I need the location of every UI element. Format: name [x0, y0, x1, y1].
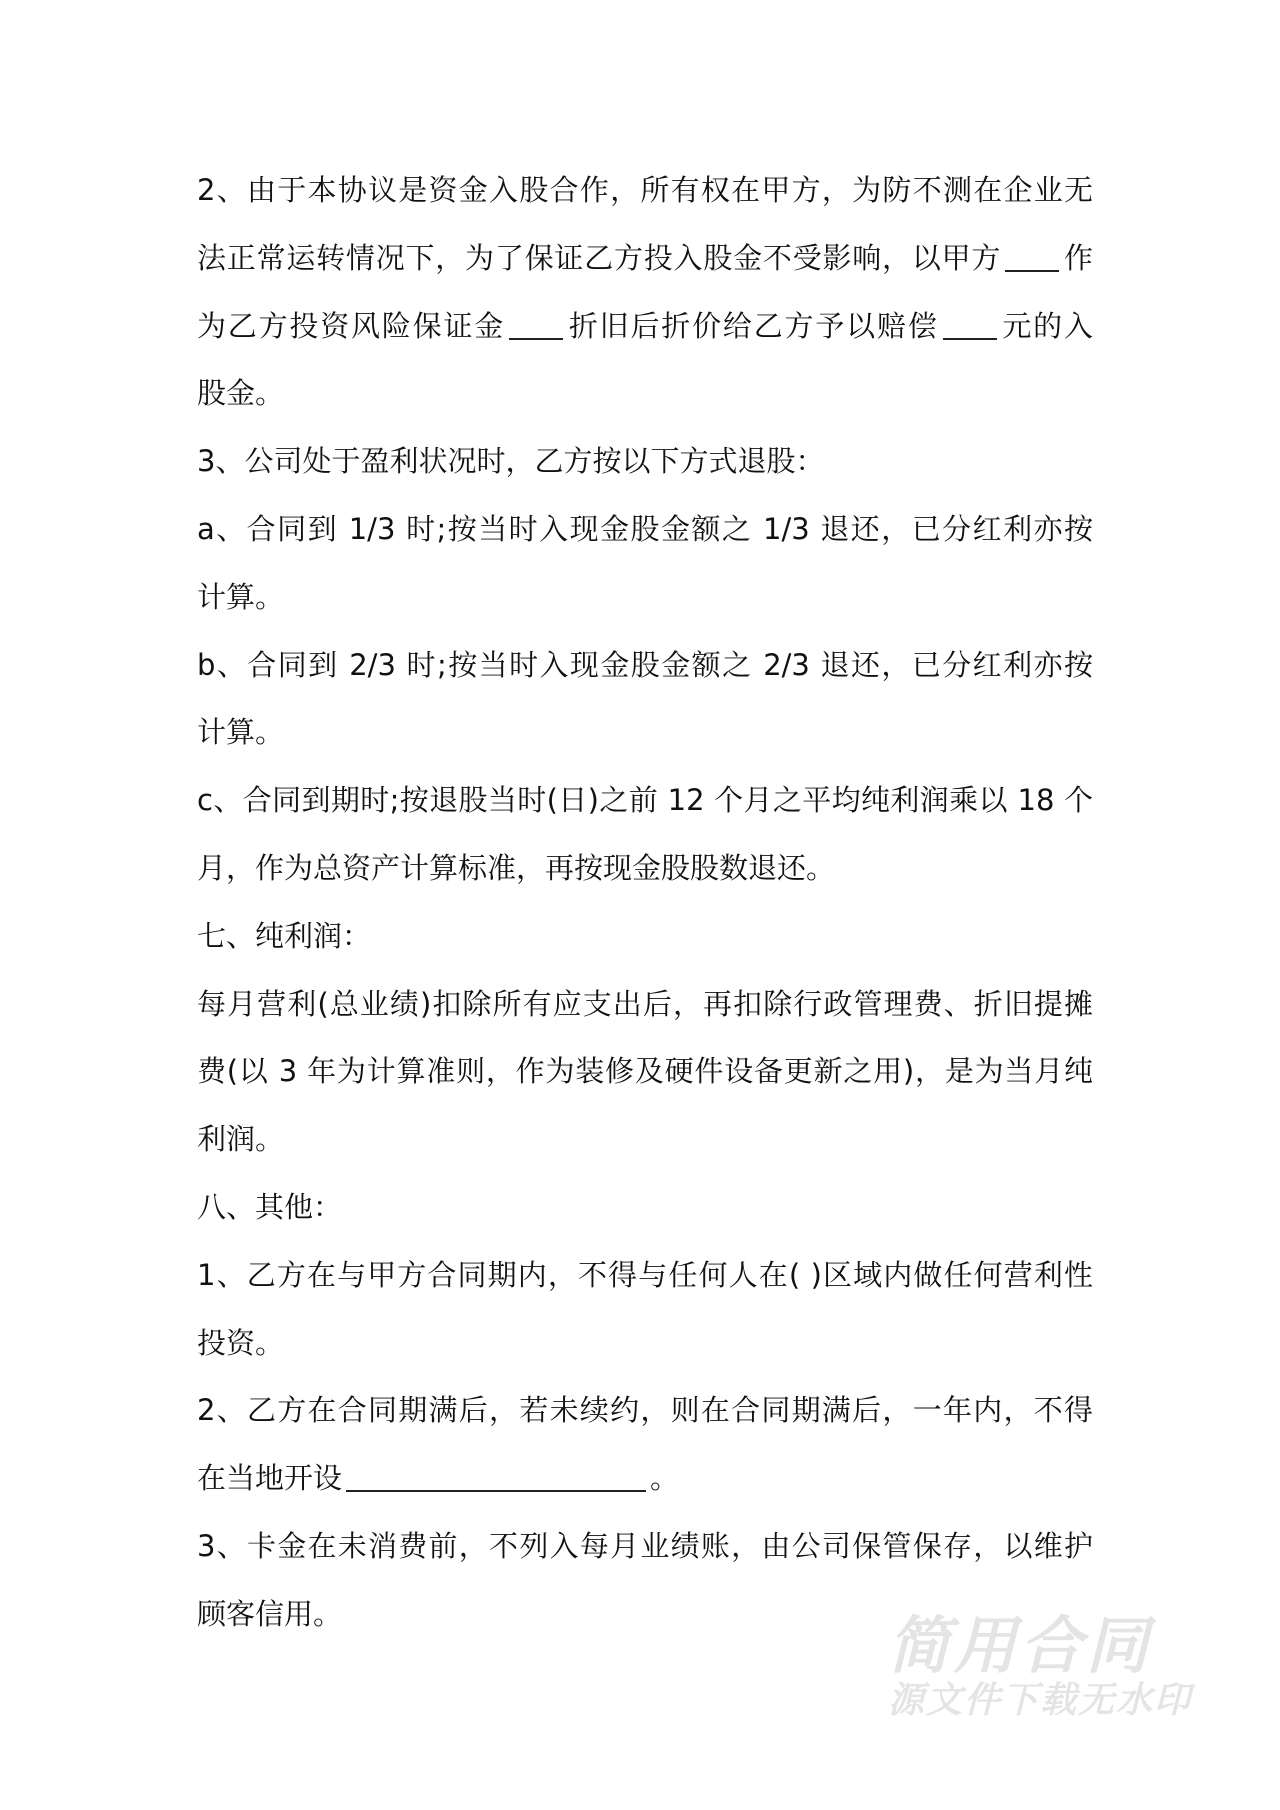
text-line — [197, 225, 1093, 293]
text-segment: 在当地开设 — [197, 1461, 343, 1496]
text-line — [197, 1445, 1093, 1513]
fill-in-blank — [346, 1468, 646, 1492]
text-line: 2、乙方在合同期满后，若未续约，则在合同期满后，一年内，不得 — [197, 1393, 1093, 1428]
text-segment: 法正常运转情况下，为了保证乙方投入股金不受影响，以甲方 — [197, 240, 1002, 275]
text-segment: 作 — [1063, 240, 1093, 275]
fill-in-blank — [943, 316, 997, 340]
text-line: 计算。 — [197, 715, 285, 750]
watermark-logo: 简用合同 — [888, 1609, 1153, 1682]
watermark-tagline: 源文件下载无水印 — [888, 1680, 1193, 1721]
section-heading: 八、其他： — [197, 1189, 343, 1224]
text-line: b、合同到 2/3 时;按当时入现金股金额之 2/3 退还，已分红利亦按 — [197, 647, 1093, 682]
text-segment: 折旧后折价给乙方予以赔偿 — [567, 308, 939, 343]
text-segment: 元的入 — [1000, 308, 1093, 343]
section-heading: 七、纯利润： — [197, 918, 372, 953]
text-line — [197, 293, 1093, 361]
fill-in-blank — [509, 316, 563, 340]
text-line: 顾客信用。 — [197, 1596, 343, 1631]
text-line: 计算。 — [197, 579, 285, 614]
document-body — [197, 157, 1093, 1649]
text-line: a、合同到 1/3 时;按当时入现金股金额之 1/3 退还，已分红利亦按 — [197, 511, 1093, 546]
text-segment: 。 — [650, 1461, 680, 1496]
text-line: 3、公司处于盈利状况时，乙方按以下方式退股： — [197, 444, 825, 479]
text-line: 每月营利(总业绩)扣除所有应支出后，再扣除行政管理费、折旧提摊 — [197, 986, 1093, 1021]
fill-in-blank — [1005, 248, 1059, 272]
text-line: 2、由于本协议是资金入股合作，所有权在甲方，为防不测在企业无 — [197, 173, 1093, 207]
text-line: 月，作为总资产计算标准，再按现金股股数退还。 — [197, 850, 836, 885]
text-line: 股金。 — [197, 376, 285, 411]
text-line: 3、卡金在未消费前，不列入每月业绩账，由公司保管保存，以维护 — [197, 1528, 1093, 1563]
text-segment: 为乙方投资风险保证金 — [197, 308, 506, 343]
text-line: 费(以 3 年为计算准则，作为装修及硬件设备更新之用)，是为当月纯 — [197, 1054, 1093, 1089]
text-line: c、合同到期时;按退股当时(日)之前 12 个月之平均纯利润乘以 18 个 — [197, 783, 1093, 818]
text-line: 投资。 — [197, 1325, 285, 1360]
text-line: 1、乙方在与甲方合同期内，不得与任何人在( )区域内做任何营利性 — [197, 1257, 1093, 1292]
text-line: 利润。 — [197, 1122, 285, 1157]
